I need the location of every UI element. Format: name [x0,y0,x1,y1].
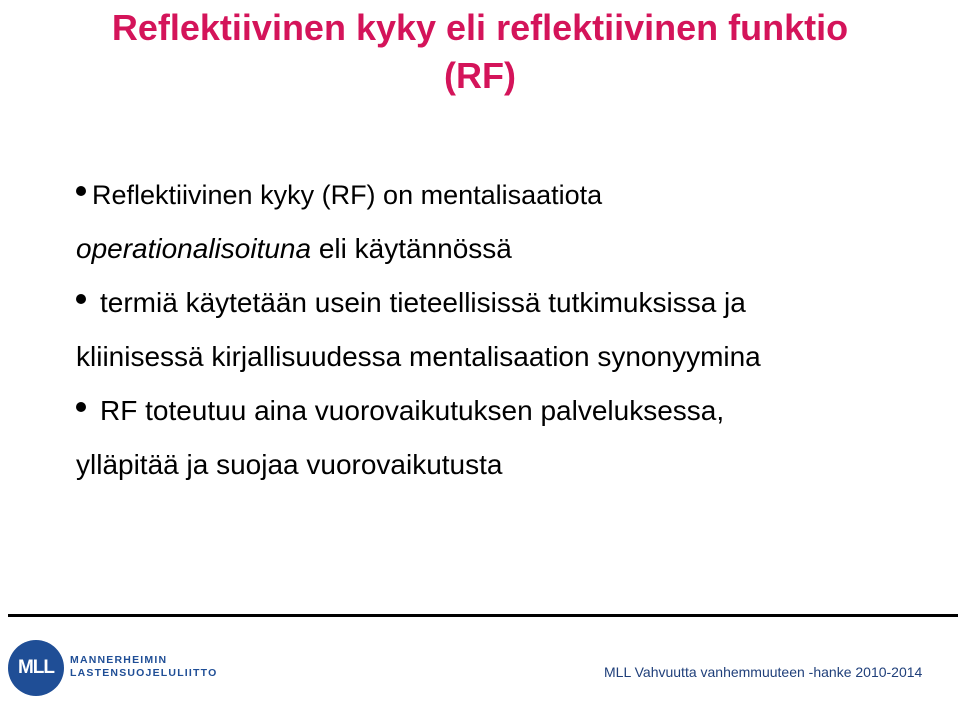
logo-wordmark [70,654,217,680]
bullet-1-line-1: Reflektiivinen kyky (RF) on mentalisaatiota [92,180,603,210]
bullet-1-line-2: eli käytännössä [311,233,512,264]
logo-line-1: MANNERHEIMIN [70,654,168,666]
logo-abbreviation: MLL [17,657,55,678]
slide-title-line-2: (RF) [444,55,516,96]
footer-text: MLL Vahvuutta vanhemmuuteen -hanke 2010-2014 [604,664,923,680]
bullet-3-line-2: ylläpitää ja suojaa vuorovaikutusta [76,449,503,480]
bullet-item-2 [76,276,936,384]
mll-logo [8,640,218,700]
bullet-2-line-2: kliinisessä kirjallisuudessa mentalisaation synonyymina [76,341,761,372]
mll-logo-icon [8,640,64,696]
bullet-item-3 [76,384,936,492]
bullet-dot-icon [76,186,86,196]
slide-title [40,4,920,100]
bullet-dot-icon [76,294,86,304]
bullet-2-line-1: termiä käytetään usein tieteellisissä tutkimuksissa ja [100,287,746,318]
bullet-1-italic-term: operationalisoituna [76,233,312,264]
bullet-list [76,168,936,492]
bullet-item-1 [76,168,936,276]
slide-title-line-1: Reflektiivinen kyky eli reflektiivinen funktio [111,7,849,48]
bullet-dot-icon [76,402,86,412]
logo-line-2: LASTENSUOJELULIITTO [70,667,218,679]
footer-divider [8,614,958,617]
bullet-3-line-1: RF toteutuu aina vuorovaikutuksen palveluksessa, [100,395,725,426]
